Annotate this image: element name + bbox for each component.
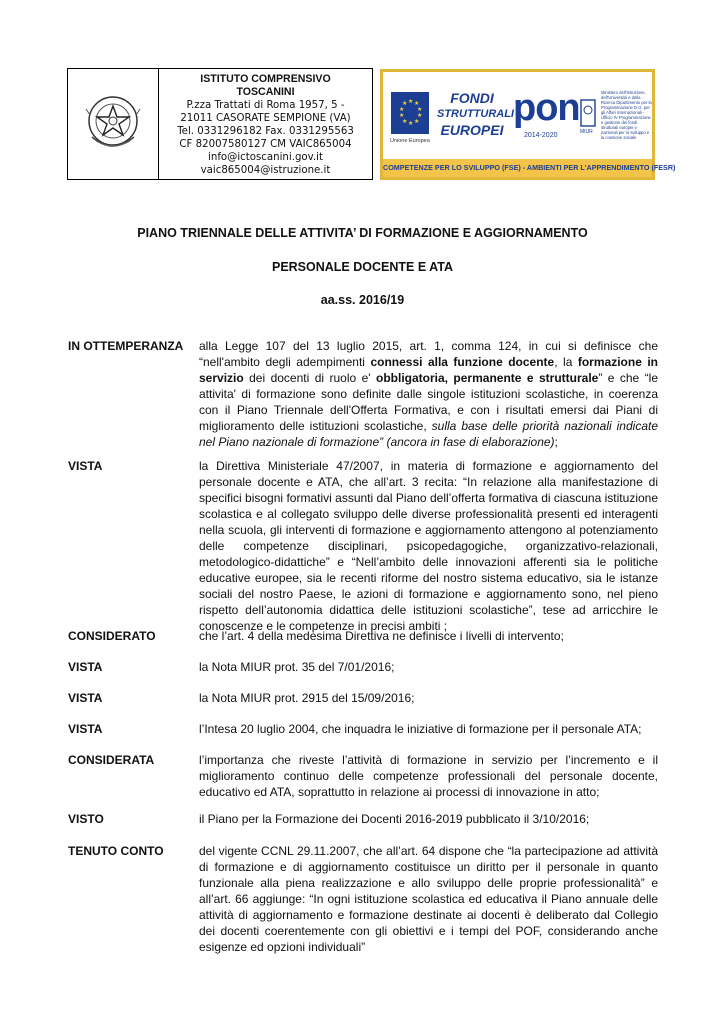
svg-text:★: ★ bbox=[399, 106, 405, 113]
entry-text: il Piano per la Formazione dei Docenti 2016-2019 pubblicato il 3/10/2016; bbox=[199, 812, 590, 826]
document-years: aa.ss. 2016/19 bbox=[320, 293, 405, 307]
entry-label: VISTA bbox=[68, 691, 103, 705]
fondi-line-1: FONDI bbox=[450, 90, 494, 106]
italic-run: sulla base delle priorità nazionali indicate nel Piano nazionale di formazione” (ancora in fase di elaborazione) bbox=[199, 419, 658, 449]
address-line-2: 21011 CASORATE SEMPIONE (VA) bbox=[180, 113, 351, 124]
entry-text: la Nota MIUR prot. 2915 del 15/09/2016; bbox=[199, 691, 415, 705]
document-title: PIANO TRIENNALE DELLE ATTIVITA’ DI FORMAZIONE E AGGIORNAMENTO bbox=[137, 226, 588, 240]
svg-text:★: ★ bbox=[408, 98, 414, 105]
entry-label: VISTO bbox=[68, 812, 104, 826]
eu-label: Unione Europea bbox=[390, 138, 430, 144]
school-name-line-1: ISTITUTO COMPRENSIVO bbox=[200, 73, 331, 85]
entry-label: TENUTO CONTO bbox=[68, 844, 164, 858]
bold-run: connessi alla funzione docente bbox=[370, 355, 555, 369]
svg-text:★: ★ bbox=[417, 112, 423, 119]
banner-strip: COMPETENZE PER LO SVILUPPO (FSE) - AMBIENTI PER L'APPRENDIMENTO (FESR) bbox=[383, 159, 652, 177]
entry-text: la Direttiva Ministeriale 47/2007, in materia di formazione e aggiornamento del personale docente e ATA, che all’art. 3 recita: “In relazione alla manifestazione di specifici bisogni formativi assunti dal Piano dell’offerta formativa di ciascuna istituzione scolastica e al collegato sviluppo delle diverse professionalità presenti ed interagenti nella scuola, gli interventi di formazione e aggiornamento attengono al potenziamento delle competenze disciplinari, psicopedagogiche, organizzativo-relazionali, metodologico-didattiche” e “Nell’ambito delle innovazioni afferenti sia le politiche educative europee, sia le recenti riforme del nostro sistema educativo, sia le istanze sociali del nostro Paese, le azioni di formazione e aggiornamento sono, nel pieno rispetto dell’autonomia didattica delle istituzioni scolastiche”, tese ad arricchire le conoscenze e le competenze in precisi ambiti ; bbox=[199, 459, 658, 633]
fondi-line-2: STRUTTURALI bbox=[437, 108, 514, 120]
svg-text:★: ★ bbox=[402, 118, 408, 125]
text-run: , la bbox=[554, 355, 578, 369]
svg-text:★: ★ bbox=[414, 118, 420, 125]
fondi-logo bbox=[437, 90, 514, 138]
fondi-line-3: EUROPEI bbox=[440, 122, 504, 138]
pon-logo: pon bbox=[513, 87, 580, 129]
entry-label: IN OTTEMPERANZA bbox=[68, 339, 184, 353]
bold-run: formazione in servizio bbox=[199, 355, 659, 385]
text-run: alla Legge 107 del 13 luglio 2015, art. 1, comma 124, in cui si definisce che “nell'ambito degli adempimenti bbox=[199, 339, 658, 369]
entry-label: VISTA bbox=[68, 459, 103, 473]
entry-text bbox=[199, 338, 658, 450]
pon-years: 2014-2020 bbox=[524, 132, 558, 139]
svg-text:★: ★ bbox=[399, 112, 405, 119]
bold-run: obbligatoria, permanente e strutturale bbox=[376, 371, 599, 385]
text-run: ” e che “le attivita' di formazione sono definite dalle singole istituzioni scolastiche, in coerenza con il Piano Triennale dell'Offerta Formativa, e con i risultati emersi dai Piani di miglioramento delle istituzioni scolastiche, bbox=[199, 371, 658, 433]
school-info bbox=[159, 69, 372, 179]
miur-logo-icon bbox=[579, 94, 597, 134]
entry-text: del vigente CCNL 29.11.2007, che all’art. 64 dispone che “la partecipazione ad attività di formazione e di aggiornamento costituisce un diritto per il personale in quanto funzionale alla piena realizzazione e allo sviluppo delle proprie professionalità” e all’art. 66 aggiunge: “In ogni istituzione scolastica ed educativa il Piano annuale delle attività di aggiornamento e formazione destinate ai docenti è deliberato dal Collegio dei docenti coerentemente con gli obiettivi e i tempi del POF, considerando anche esigenze ed opzioni individuali” bbox=[199, 844, 658, 954]
entry-text: l’Intesa 20 luglio 2004, che inquadra le iniziative di formazione per il personale ATA; bbox=[199, 722, 642, 736]
entry-text: l’importanza che riveste l’attività di formazione in servizio per l’incremento e il miglioramento continuo delle competenze professionali del personale docente, educativo ed ATA, soprattutto in relazione ai processi di innovazione in atto; bbox=[199, 753, 658, 799]
pon-banner bbox=[380, 69, 676, 180]
school-name-line-2: TOSCANINI bbox=[236, 86, 295, 98]
text-run: dei docenti di ruolo e' bbox=[243, 371, 376, 385]
svg-text:★: ★ bbox=[417, 106, 423, 113]
ministry-text: Ministero dell'Istruzione, dell'Università e della Ricerca Dipartimento per la Programmazione D.G. per gli Affari Internazionali - Ufficio IV Programmazione e gestione dei fondi strutturali europei e nazionali per lo sviluppo e la coesione sociale bbox=[601, 90, 652, 140]
miur-label: MIUR bbox=[580, 129, 593, 134]
emblem-icon bbox=[82, 91, 144, 157]
text-run: ; bbox=[554, 435, 558, 449]
entry-label: VISTA bbox=[68, 722, 103, 736]
entry-label: CONSIDERATO bbox=[68, 629, 156, 643]
eu-flag-icon bbox=[391, 92, 429, 134]
entry-text: che l’art. 4 della medesima Direttiva ne definisce i livelli di intervento; bbox=[199, 629, 564, 643]
entry-label: CONSIDERATA bbox=[68, 753, 155, 767]
svg-text:★: ★ bbox=[408, 120, 414, 127]
svg-text:★: ★ bbox=[402, 100, 408, 107]
republic-seal bbox=[68, 69, 159, 179]
email-line-2: vaic865004@istruzione.it bbox=[200, 165, 331, 176]
school-header bbox=[67, 68, 373, 180]
svg-text:★: ★ bbox=[414, 100, 420, 107]
entry-label: VISTA bbox=[68, 660, 103, 674]
phone-line: Tel. 0331296182 Fax. 0331295563 bbox=[177, 126, 354, 137]
codes-line: CF 82007580127 CM VAIC865004 bbox=[179, 139, 352, 150]
email-line-1: info@ictoscanini.gov.it bbox=[208, 152, 323, 163]
address-line-1: P.zza Trattati di Roma 1957, 5 - bbox=[186, 100, 345, 111]
entry-text: la Nota MIUR prot. 35 del 7/01/2016; bbox=[199, 660, 395, 674]
document-subtitle: PERSONALE DOCENTE E ATA bbox=[271, 260, 454, 274]
